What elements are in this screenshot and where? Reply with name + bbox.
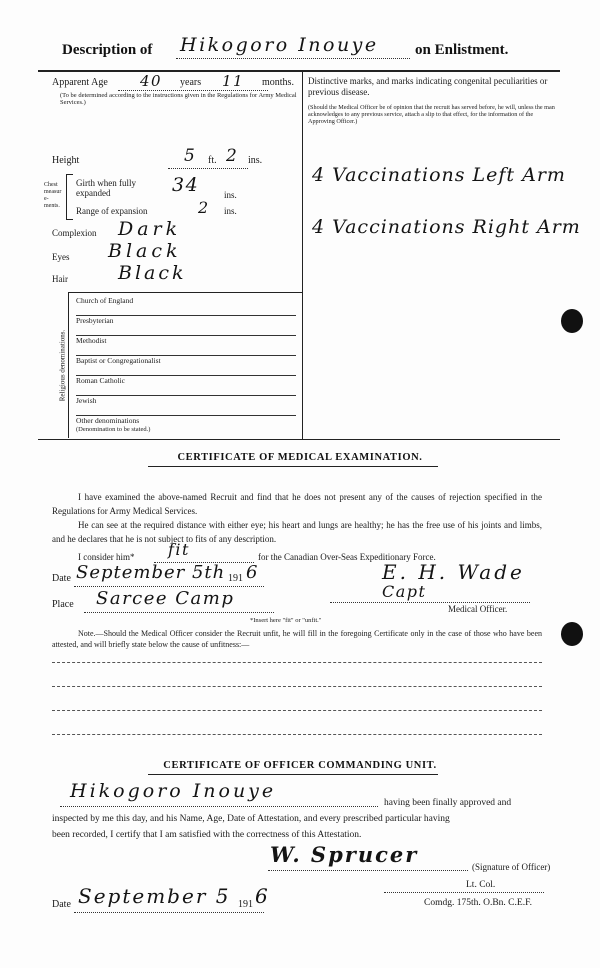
consider-prefix: I consider him*	[78, 552, 135, 562]
marks-line-2: 4 Vaccinations Right Arm	[312, 216, 581, 238]
chest-label: Chest measure-ments.	[44, 182, 62, 209]
religion-list	[76, 296, 296, 433]
medical-para-1: I have examined the above-named Recruit and find that he does not present any of the causes of rejection specified in the Regulations for Army Medical Services.	[52, 492, 542, 516]
age-label: Apparent Age	[52, 77, 108, 88]
religion-note: (Denomination to be stated.)	[76, 426, 151, 433]
chest-bracket	[66, 174, 73, 220]
punch-hole-bottom	[561, 622, 583, 646]
range-value: 2	[198, 198, 210, 217]
commanding-title: CERTIFICATE OF OFFICER COMMANDING UNIT.	[163, 760, 437, 771]
commanding-text-3: been recorded, I certify that I am satisfied with the correctness of this Attestation.	[52, 830, 362, 840]
medical-date-value: September 5th	[76, 562, 226, 583]
religion-item: Baptist or Congregationalist	[76, 356, 296, 376]
marks-note: (Should the Medical Officer be of opinion that the recruit has served before, he will, unless the man acknowledges to any previous service, attach a slip to that effect, for the information of the Approving Officer.)	[308, 104, 555, 125]
height-ft-value: 5	[184, 146, 197, 166]
medical-officer-signature: E. H. Wade	[382, 560, 525, 584]
frame-top	[38, 70, 560, 72]
girth-unit: ins.	[224, 190, 237, 200]
religion-frame-left	[68, 292, 69, 438]
hair-label: Hair	[52, 274, 68, 284]
commanding-name-line	[60, 806, 378, 807]
unfit-line	[52, 710, 542, 711]
range-label: Range of expansion	[76, 206, 148, 216]
commanding-date-value: September 5	[78, 884, 231, 908]
commanding-date-line	[74, 912, 264, 913]
medical-year-prefix: 191	[228, 573, 243, 584]
medical-year-value: 6	[246, 562, 259, 583]
months-label: months.	[262, 77, 294, 88]
age-years-value: 40	[140, 72, 163, 90]
religion-item: Church of England	[76, 296, 296, 316]
page-header	[62, 34, 542, 64]
recruit-name: Hikogoro Inouye	[180, 34, 379, 56]
commanding-date-label: Date	[52, 899, 71, 910]
commanding-signature: W. Sprucer	[270, 842, 419, 867]
commanding-name-value: Hikogoro Inouye	[70, 780, 277, 802]
place-value: Sarcee Camp	[96, 588, 235, 609]
commanding-year-value: 6	[255, 884, 270, 908]
age-line	[118, 90, 268, 91]
complexion-value: Dark	[118, 218, 182, 240]
commanding-title-underline	[148, 774, 438, 775]
age-months-value: 11	[222, 72, 245, 90]
consider-value: fit	[168, 540, 190, 559]
unfit-line	[52, 662, 542, 663]
medical-title: CERTIFICATE OF MEDICAL EXAMINATION.	[177, 452, 423, 463]
religion-item: Jewish	[76, 396, 296, 416]
religion-frame-top	[68, 292, 302, 293]
ft-label: ft.	[208, 155, 217, 166]
medical-para-2: He can see at the required distance with either eye; his heart and lungs are healthy; he has the free use of his joints and limbs, and he declares that he is not subject to fits of any description.	[52, 520, 542, 544]
girth-label: Girth when fully expanded	[76, 178, 136, 198]
religion-item: Roman Catholic	[76, 376, 296, 396]
height-in-value: 2	[226, 146, 239, 166]
marks-line-1: 4 Vaccinations Left Arm	[312, 164, 566, 186]
marks-heading: Distinctive marks, and marks indicating congenital peculiarities or previous disease.	[308, 76, 548, 97]
header-prefix: Description of	[62, 42, 153, 58]
unfit-line	[52, 686, 542, 687]
place-line	[84, 612, 274, 613]
complexion-label: Complexion	[52, 228, 97, 238]
eyes-value: Black	[108, 240, 182, 262]
medical-officer-rank: Capt	[382, 582, 427, 601]
ins-label: ins.	[248, 155, 263, 166]
commanding-sig-line	[268, 870, 468, 871]
religion-item: Other denominations	[76, 416, 140, 425]
place-label: Place	[52, 599, 74, 610]
medical-date-line	[74, 586, 264, 587]
medical-footnote: *Insert here "fit" or "unfit."	[250, 617, 322, 624]
age-note: (To be determined according to the instructions given in the Regulations for Army Medical Services.)	[60, 92, 297, 106]
religion-item: Methodist	[76, 336, 296, 356]
frame-divider	[302, 70, 303, 440]
frame-bottom	[38, 439, 560, 440]
height-line	[168, 168, 248, 169]
consider-suffix: for the Canadian Over-Seas Expeditionary Force.	[258, 552, 436, 562]
commanding-unit: Comdg. 175th. O.Bn. C.E.F.	[424, 898, 532, 908]
commanding-rank: Lt. Col.	[466, 880, 496, 890]
punch-hole-top	[561, 309, 583, 333]
medical-title-underline	[148, 466, 438, 467]
commanding-year-prefix: 191	[238, 899, 253, 910]
commanding-text-2: inspected by me this day, and his Name, Age, Date of Attestation, and every prescribed particular having	[52, 814, 450, 824]
commanding-text-1: having been finally approved and	[384, 798, 512, 808]
range-unit: ins.	[224, 206, 237, 216]
header-name-line	[176, 58, 410, 59]
officer-sig-line	[330, 602, 530, 603]
commanding-sig-label: (Signature of Officer)	[472, 862, 551, 872]
religion-item: Presbyterian	[76, 316, 296, 336]
medical-date-label: Date	[52, 573, 71, 584]
unfit-line	[52, 734, 542, 735]
eyes-label: Eyes	[52, 252, 70, 262]
rank-line	[384, 892, 544, 893]
medical-officer-label: Medical Officer.	[448, 604, 508, 614]
medical-note: Note.—Should the Medical Officer consider the Recruit unfit, he will fill in the foregoing Certificate only in the case of those who have been attested, and will briefly state below the cause of unfitness:—	[52, 629, 542, 649]
religion-side-label: Religious denominations.	[58, 329, 67, 402]
girth-value: 34	[172, 174, 200, 196]
height-label: Height	[52, 155, 80, 166]
hair-value: Black	[118, 262, 187, 284]
header-suffix: on Enlistment.	[415, 42, 509, 58]
years-label: years	[180, 77, 202, 88]
